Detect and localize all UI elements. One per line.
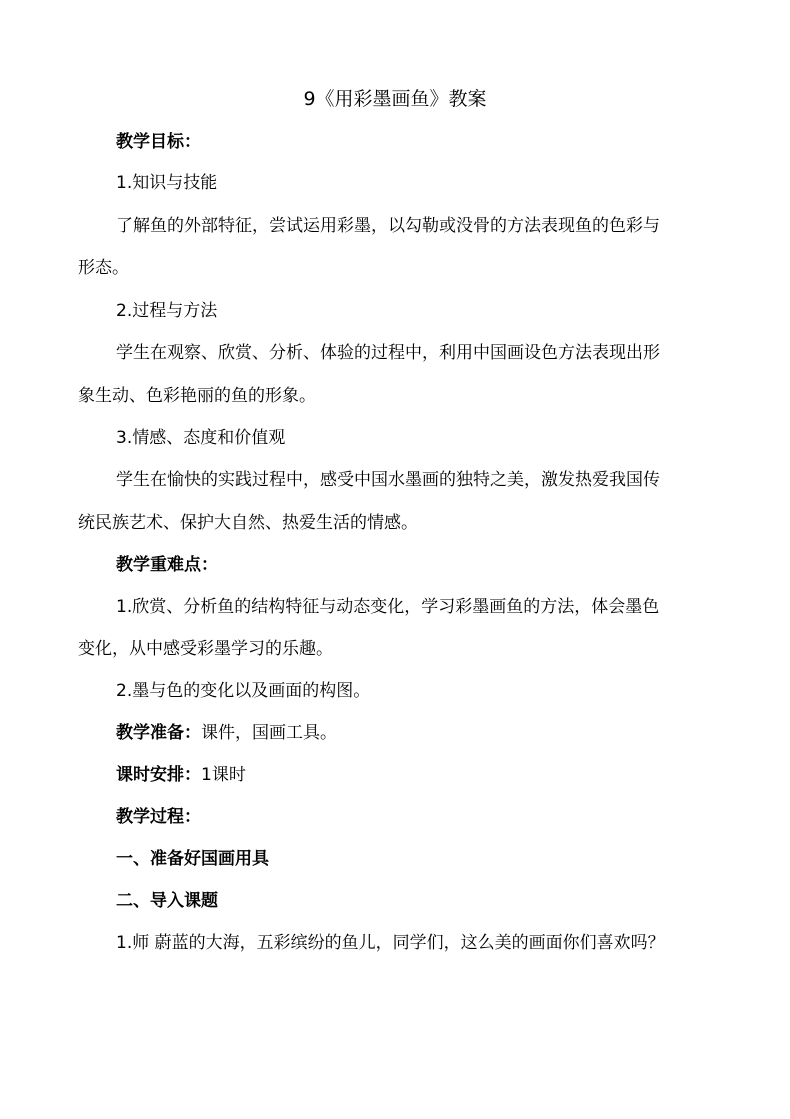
preparation-value: 课件，国画工具。 (201, 723, 337, 743)
goal3-text-line1: 学生在愉快的实践过程中，感受中国水墨画的独特之美，激发热爱我国传 (116, 470, 660, 490)
goal2-heading: 2.过程与方法 (116, 301, 218, 321)
goal3-heading: 3.情感、态度和价值观 (116, 428, 286, 448)
process-step1: 一、准备好国画用具 (116, 849, 269, 869)
process-step2-item1: 1.师 蔚蓝的大海，五彩缤纷的鱼儿，同学们，这么美的画面你们喜欢吗？ (116, 933, 665, 953)
section-heading-keypoints: 教学重难点： (116, 555, 218, 575)
keypoint2: 2.墨与色的变化以及画面的构图。 (116, 681, 371, 701)
keypoint1-line2: 变化，从中感受彩墨学习的乐趣。 (78, 639, 333, 659)
preparation-label: 教学准备： (116, 723, 201, 743)
schedule-label: 课时安排： (116, 765, 201, 785)
section-heading-goals: 教学目标： (116, 132, 201, 152)
goal3-text-line2: 统民族艺术、保护大自然、热爱生活的情感。 (78, 513, 418, 533)
process-step2: 二、导入课题 (116, 891, 218, 911)
schedule-value: 1课时 (201, 765, 246, 785)
goal1-text-line1: 了解鱼的外部特征，尝试运用彩墨，以勾勒或没骨的方法表现鱼的色彩与 (116, 216, 660, 236)
goal1-heading: 1.知识与技能 (116, 173, 218, 193)
goal1-text-line2: 形态。 (78, 258, 129, 278)
page-title: 9《用彩墨画鱼》教案 (303, 88, 487, 110)
goal2-text-line2: 象生动、色彩艳丽的鱼的形象。 (78, 386, 316, 406)
schedule-row (116, 764, 246, 786)
preparation-row (116, 722, 337, 744)
section-heading-process: 教学过程： (116, 807, 201, 827)
keypoint1-line1: 1.欣赏、分析鱼的结构特征与动态变化，学习彩墨画鱼的方法，体会墨色 (116, 597, 660, 617)
goal2-text-line1: 学生在观察、欣赏、分析、体验的过程中，利用中国画设色方法表现出形 (116, 343, 660, 363)
